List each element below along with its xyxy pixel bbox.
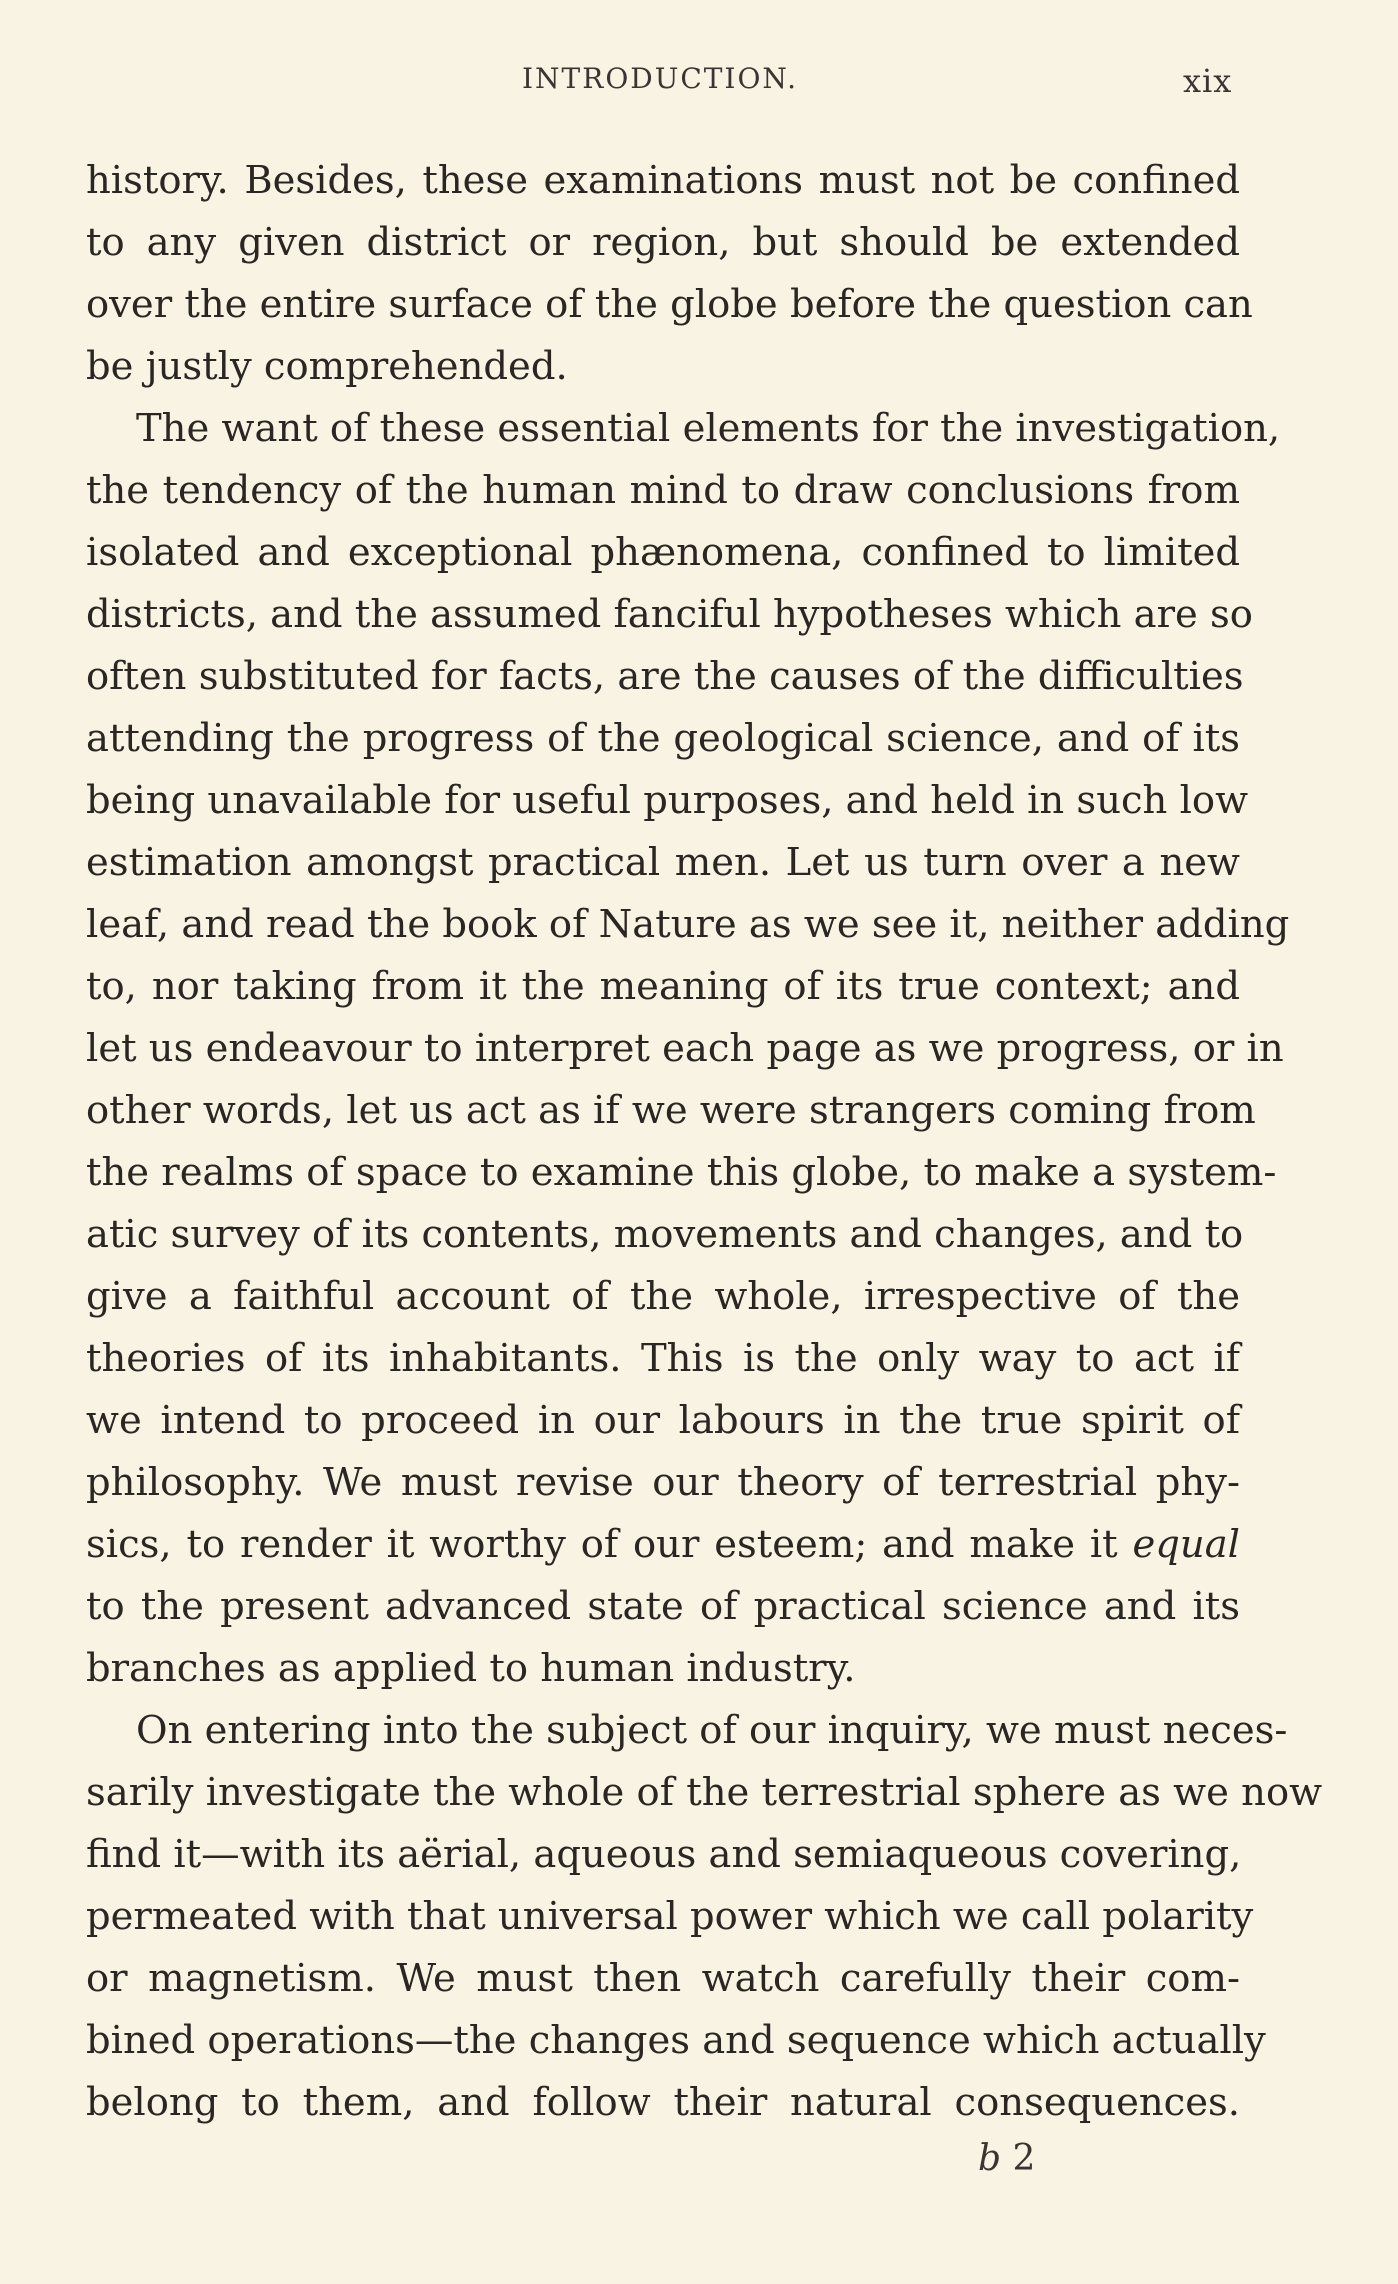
- text-line: isolated and exceptional phænomena, confined to limited: [86, 530, 1240, 575]
- body-text: [86, 150, 1323, 2134]
- text-line: permeated with that universal power which we call polarity: [86, 1894, 1254, 1939]
- text-line: to, nor taking from it the meaning of its true context; and: [86, 964, 1240, 1009]
- text-line: to the present advanced state of practical science and its: [86, 1584, 1240, 1629]
- text-line: or magnetism. We must then watch carefully their com-: [86, 1956, 1240, 2001]
- text-line: the realms of space to examine this globe, to make a system-: [86, 1150, 1277, 1195]
- text-line-part: sics, to render it worthy of our esteem; and make it: [86, 1522, 1133, 1567]
- text-line: districts, and the assumed fanciful hypotheses which are so: [86, 592, 1253, 637]
- text-line: give a faithful account of the whole, irrespective of the: [86, 1274, 1240, 1319]
- signature-mark: [978, 2138, 1035, 2179]
- page-number: xix: [1183, 62, 1233, 100]
- signature-letter: b: [978, 2138, 1002, 2179]
- text-line: atic survey of its contents, movements and changes, and to: [86, 1212, 1244, 1257]
- text-line: find it—with its aërial, aqueous and semiaqueous covering,: [86, 1832, 1242, 1877]
- text-line: the tendency of the human mind to draw conclusions from: [86, 468, 1240, 513]
- running-head: [0, 62, 1398, 102]
- text-line: belong to them, and follow their natural consequences.: [86, 2080, 1240, 2125]
- text-line: other words, let us act as if we were strangers coming from: [86, 1088, 1256, 1133]
- text-line: theories of its inhabitants. This is the only way to act if: [86, 1336, 1240, 1381]
- text-line: we intend to proceed in our labours in the true spirit of: [86, 1398, 1240, 1443]
- text-line: sarily investigate the whole of the terrestrial sphere as we now: [86, 1770, 1323, 1815]
- running-title: INTRODUCTION.: [522, 62, 799, 95]
- signature-number: 2: [1012, 2138, 1036, 2179]
- text-line: attending the progress of the geological science, and of its: [86, 716, 1240, 761]
- text-line: be justly comprehended.: [86, 344, 568, 389]
- text-line: let us endeavour to interpret each page as we progress, or in: [86, 1026, 1284, 1071]
- text-line: bined operations—the changes and sequence which actually: [86, 2018, 1266, 2063]
- paragraph-start-line: The want of these essential elements for the investigation,: [136, 406, 1281, 451]
- text-line-with-italic: [86, 1514, 1240, 1576]
- italic-word: equal: [1132, 1522, 1240, 1567]
- text-line: leaf, and read the book of Nature as we see it, neither adding: [86, 902, 1290, 947]
- text-line: being unavailable for useful purposes, and held in such low: [86, 778, 1249, 823]
- paragraph-start-line: On entering into the subject of our inquiry, we must neces-: [136, 1708, 1288, 1753]
- text-line: estimation amongst practical men. Let us turn over a new: [86, 840, 1240, 885]
- text-line: history. Besides, these examinations must not be confined: [86, 158, 1240, 203]
- text-line: often substituted for facts, are the causes of the difficulties: [86, 654, 1244, 699]
- text-line: philosophy. We must revise our theory of terrestrial phy-: [86, 1460, 1240, 1505]
- text-line: branches as applied to human industry.: [86, 1646, 856, 1691]
- text-line: over the entire surface of the globe before the question can: [86, 282, 1253, 327]
- text-line: to any given district or region, but should be extended: [86, 220, 1240, 265]
